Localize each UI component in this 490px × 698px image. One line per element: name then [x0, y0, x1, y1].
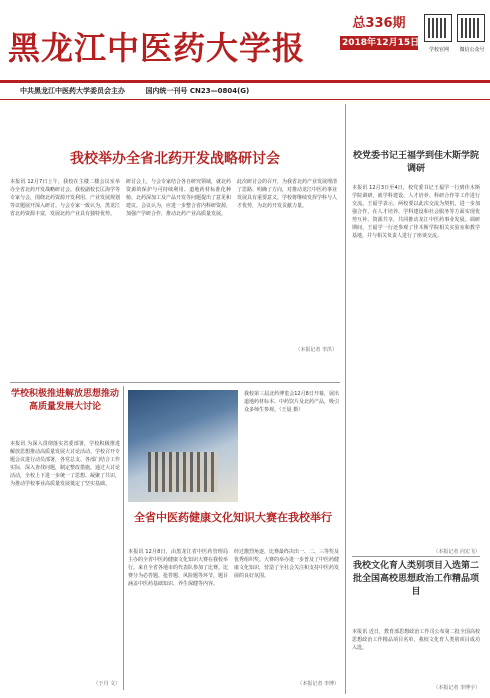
news-photo [128, 390, 238, 502]
right-article-1-text: 本报讯 12月3日至4日，校党委书记王福学一行到佳木斯学院调研，就学科建设、人才培养、科研合作等工作进行交流。王福学表示，两校要以此次交流为契机，进一步加强合作，在人才培养、学科建设和社会服务等方面实现优势互补、资源共享，共同推动龙江中医药事业发展。调研期间，王福学一行还参观了佳木斯学院相关实验室和教学基地，并与相关负责人进行了座谈交流。 [352, 185, 480, 239]
mid-article-column: 经过激烈角逐，比赛最终决出一、二、三等奖及优秀组织奖。大赛的举办进一步普及了中医药健康文化知识，营造了全社会关注和支持中医药发展的良好氛围。 [234, 549, 339, 579]
main-article-column: 此次研讨会的召开，为我省北药产业发展理清了思路、明确了方向，对推动龙江中医药事业发展具有重要意义。学校将继续发挥学科与人才优势，为北药开发贡献力量。 [237, 179, 337, 209]
qr-label: 微信公众号 [459, 47, 485, 53]
main-article-column: 本报讯 12月7日上午，我校在主楼二楼会议室举办全省北药开发战略研讨会。我校副校长匡海学等专家与会，围绕北药资源开发利用、产业发展规划等议题展开深入研讨。与会专家一致认为，黑龙江省北药资源丰富，发展北药产业具有独特优势。 [10, 179, 120, 217]
qr-label: 学校官网 [428, 47, 449, 53]
qr-code-icon[interactable] [424, 14, 452, 42]
issue-box [340, 16, 418, 50]
left-article-byline: （于丹 文） [93, 681, 120, 687]
left-headline[interactable]: 学校积极推进解放思想推动高质量发展大讨论 [10, 389, 119, 412]
publisher-line [20, 86, 420, 96]
mid-headline[interactable]: 全省中医药健康文化知识大赛在我校举行 [134, 511, 332, 524]
publisher: 中共黑龙江中医药大学委员会主办 [20, 87, 125, 95]
mid-article-column: 本报讯 12月8日，由黑龙江省中医药管理局主办的全省中医药健康文化知识大赛在我校举行。来自全省各地市的代表队参加了比赛。比赛分为必答题、抢答题、风险题等环节，题目涵盖中医药基础知识、养生保健等内容。 [128, 549, 228, 587]
right-article-1-byline: （本报记者 向宏飞） [433, 549, 480, 555]
newspaper-title: 黑龙江中医药大学报 [8, 29, 306, 67]
main-article-column: 研讨会上，与会专家结合各自研究领域，就北药资源的保护与可持续利用、道地药材标准化种植、北药深加工及产品开发等问题提出了意见和建议。会议认为，应进一步整合省内科研资源，加强产学研合作，推动北药产业高质量发展。 [126, 179, 231, 217]
qr-code-icon[interactable] [457, 14, 485, 42]
right-headline-1[interactable]: 校党委书记王福学到佳木斯学院调研 [352, 151, 479, 174]
right-headline-2[interactable]: 我校文化育人类别项目入选第二批全国高校思想政治工作精品项目 [352, 561, 479, 597]
right-article-2-byline: （本报记者 李博宇） [433, 685, 480, 691]
masthead [0, 0, 490, 95]
main-article-byline: （本报记者 李洪） [295, 347, 337, 353]
section-divider [10, 382, 340, 383]
left-article-text: 本报讯 为深入贯彻落实省委部署，学校积极推进解放思想推动高质量发展大讨论活动。学校召开专题会议进行动员部署，各党总支、各部门结合工作实际，深入查找问题，制定整改措施。通过大讨论活动，全校上下进一步统一了思想、凝聚了共识，为推动学校事业高质量发展奠定了坚实基础。 [10, 441, 120, 487]
photo-caption: 我校第三届北药博览会12月8日开幕，展出道地药材标本、中药饮片及北药产品，吸引众多师生参观。（王晨 摄） [244, 391, 339, 413]
column-divider [123, 386, 124, 690]
column-divider [345, 104, 346, 694]
masthead-rule [0, 99, 490, 100]
cn-number: 国内统一刊号 CN23—0804(G) [145, 87, 250, 95]
masthead-divider [0, 80, 490, 83]
main-headline[interactable]: 我校举办全省北药开发战略研讨会 [70, 151, 280, 167]
mid-article-byline: （本报记者 李博） [297, 681, 339, 687]
qr-codes [424, 14, 486, 76]
issue-date: 2018年12月15日 [342, 38, 420, 48]
section-divider [352, 556, 480, 557]
issue-number: 总336期 [352, 16, 406, 31]
right-article-2-text: 本报讯 近日，教育部思想政治工作司公布第二批全国高校思想政治工作精品项目名单，我校文化育人类别项目成功入选。 [352, 629, 480, 651]
